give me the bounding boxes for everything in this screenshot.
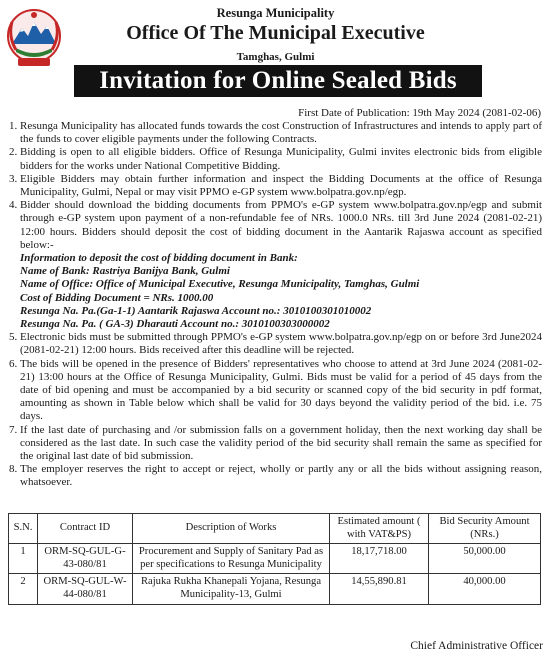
bid-security-cell: 50,000.00 — [429, 544, 541, 574]
description-cell: Procurement and Supply of Sanitary Pad as per specifications to Resunga Municipality — [133, 544, 330, 574]
notice-points — [6, 120, 542, 490]
estimated-amount-cell: 18,17,718.00 — [330, 544, 429, 574]
description-header: Description of Works — [133, 514, 330, 544]
deposit-account: Resunga Na. Pa. ( GA-3) Dharauti Account no.: 3010100303000002 — [20, 318, 330, 331]
office-location: Tamghas, Gulmi — [236, 51, 315, 63]
table-row — [9, 544, 541, 574]
municipality-name: Resunga Municipality — [216, 6, 335, 20]
estimated-amount-header: Estimated amount ( with VAT&PS) — [330, 514, 429, 544]
notice-point: 1. Resunga Municipality has allocated funds towards the cost Construction of Infrastructures and intends to apply part of the funds to cover eligible payments under the following Contracts. — [20, 120, 542, 146]
bid-security-cell: 40,000.00 — [429, 574, 541, 604]
notice-point: 3. Eligible Bidders may obtain further information and inspect the Bidding Documents at the office of Resunga Municipality, Gulmi, Nepal or may visit PPMO e-GP system www.bolpatra.gov.np/egp. — [20, 173, 542, 199]
contract-id-cell: ORM-SQ-GUL-W-44-080/81 — [38, 574, 133, 604]
notice-banner: Invitation for Online Sealed Bids — [74, 65, 482, 97]
notice-header — [0, 0, 551, 100]
sn-cell: 2 — [9, 574, 38, 604]
estimated-amount-cell: 14,55,890.81 — [330, 574, 429, 604]
publication-date: First Date of Publication: 19th May 2024 (2081-02-06) — [298, 107, 541, 119]
bank-name: Name of Bank: Rastriya Banijya Bank, Gulmi — [20, 265, 230, 278]
notice-point: 2. Bidding is open to all eligible bidders. Office of Resunga Municipality, Gulmi invites electronic bids from eligible bidders for the works under National Competitive Bidding. — [20, 146, 542, 172]
table-row — [9, 574, 541, 604]
notice-body — [6, 120, 542, 490]
signatory-title: Chief Administrative Officer — [410, 640, 543, 652]
office-title: Office Of The Municipal Executive — [126, 22, 425, 44]
bank-info-title: Information to deposit the cost of bidding document in Bank: — [20, 252, 298, 265]
notice-point — [20, 199, 542, 331]
notice-point: 6. The bids will be opened in the presence of Bidders' representatives who choose to attend at 3rd June 2024 (2081-02-21) 13:00 hours at the Office of Resunga Municipality, Gulmi. Bids must be valid for a period of 45 days from the date of bid opening and must be accompanied by a bid security or scanned copy of the bid security in pdf format, amounting as shown in Table below which shall be valid for 30 days beyond the validity period of the bid. i.e. 75 days. — [20, 358, 542, 424]
notice-point: 8. The employer reserves the right to accept or reject, wholly or partly any or all the bids without assigning reason, whatsoever. — [20, 463, 542, 489]
revenue-account: Resunga Na. Pa.(Ga-1-1) Aantarik Rajaswa Account no.: 3010100301010002 — [20, 304, 372, 317]
contract-id-cell: ORM-SQ-GUL-G-43-080/81 — [38, 544, 133, 574]
description-cell: Rajuka Rukha Khanepali Yojana, Resunga Municipality-13, Gulmi — [133, 574, 330, 604]
notice-point: 5. Electronic bids must be submitted through PPMO's e-GP system www.bolpatra.gov.np/egp on or before 3rd June2024 (2081-02-21) 12:00 hours. Bids received after this deadline will be rejected. — [20, 331, 542, 357]
bank-office-name: Name of Office: Office of Municipal Executive, Resunga Municipality, Tamghas, Gulmi — [20, 278, 420, 291]
bank-info — [20, 252, 542, 331]
contract-id-header: Contract ID — [38, 514, 133, 544]
contracts-table — [8, 513, 541, 605]
sn-header: S.N. — [9, 514, 38, 544]
bidding-document-cost: Cost of Bidding Document = NRs. 1000.00 — [20, 291, 214, 304]
sn-cell: 1 — [9, 544, 38, 574]
notice-point-text: Bidder should download the bidding documents from PPMO's e-GP system www.bolpatra.gov.np/egp and submit through e-GP system upon payment of a non-refundable fee of NRs. 1000.0 NRs. till 3rd June 2024 (2081-02-21) 12:00 hours. Bidders should deposit the cost of bidding document in the Aantarik Rajaswa account as specified below:- — [20, 199, 542, 251]
bid-security-header: Bid Security Amount (NRs.) — [429, 514, 541, 544]
notice-point: 7. If the last date of purchasing and /or submission falls on a government holiday, then the next working day shall be considered as the last date. In such case the validity period of the bid security shall remain the same as specified for the original last date of bid submission. — [20, 424, 542, 464]
table-header-row — [9, 514, 541, 544]
